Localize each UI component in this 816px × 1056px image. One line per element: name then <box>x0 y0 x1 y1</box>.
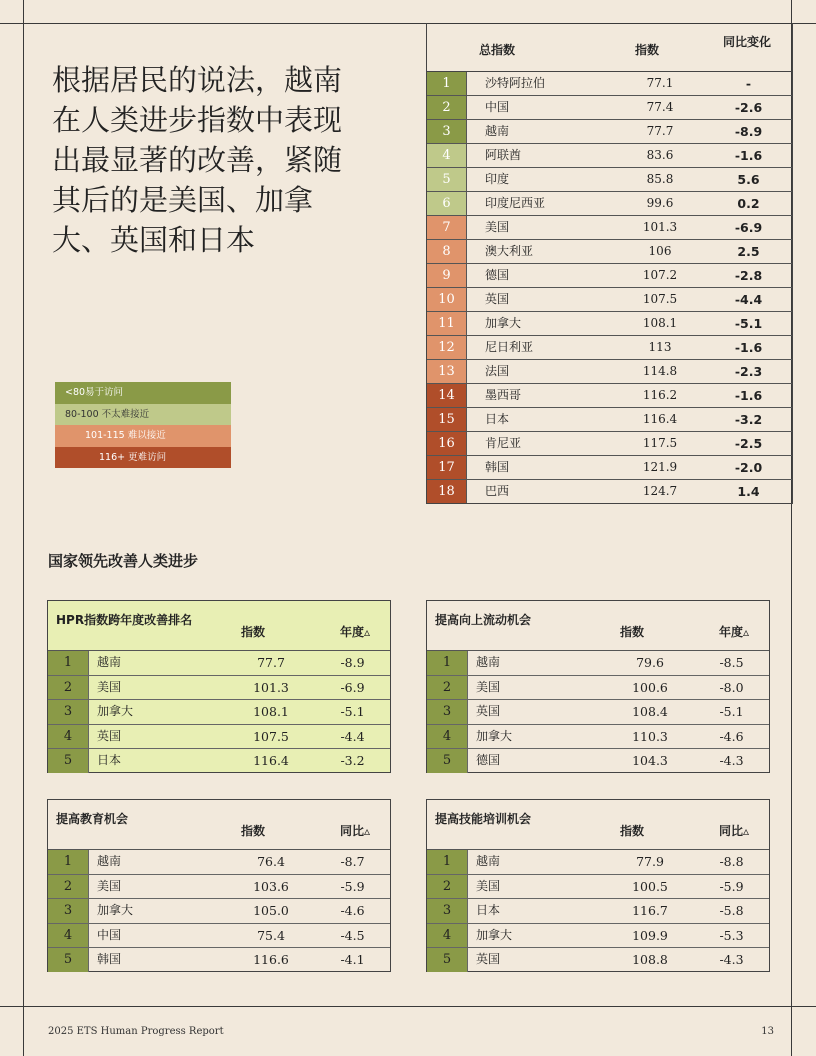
change-cell: -8.0 <box>719 679 744 695</box>
col-header-change: 同比▵ <box>340 824 371 838</box>
country-cell: 印度尼西亚 <box>485 196 546 210</box>
table-row <box>427 480 792 503</box>
table-row <box>48 948 390 972</box>
country-cell: 英国 <box>476 704 501 719</box>
country-cell: 越南 <box>97 655 122 669</box>
legend-item <box>55 404 231 426</box>
change-cell: -5.9 <box>340 878 365 894</box>
index-cell: 77.7 <box>257 655 285 670</box>
col-header-index: 指数 <box>635 43 660 57</box>
table-row <box>427 384 792 408</box>
change-cell: -6.9 <box>734 220 763 235</box>
change-cell: -5.1 <box>734 316 763 331</box>
legend-item <box>55 382 231 404</box>
table-row <box>48 651 390 676</box>
index-cell: 108.8 <box>632 952 668 968</box>
table-row <box>427 96 792 120</box>
rank-cell: 6 <box>427 192 467 215</box>
index-cell: 105.0 <box>253 903 289 919</box>
legend-label: 80-100 不太难接近 <box>65 408 150 420</box>
table-header <box>427 23 792 72</box>
country-cell: 巴西 <box>485 484 510 498</box>
table-row <box>48 850 390 875</box>
country-cell: 加拿大 <box>97 704 134 719</box>
rank-cell: 10 <box>427 288 467 311</box>
rank-cell: 2 <box>48 875 89 899</box>
rank-cell: 1 <box>427 850 468 874</box>
rank-cell: 15 <box>427 408 467 431</box>
country-cell: 英国 <box>485 292 510 306</box>
col-header-index: 指数 <box>620 824 645 838</box>
skills-training-table <box>426 799 770 972</box>
table-title: 提高技能培训机会 <box>435 812 532 826</box>
index-cell: 107.2 <box>642 268 678 282</box>
legend <box>55 382 231 468</box>
table-row <box>427 749 769 773</box>
index-cell: 101.3 <box>642 220 678 234</box>
index-cell: 116.4 <box>642 412 678 426</box>
table-row <box>427 240 792 264</box>
rank-cell: 7 <box>427 216 467 239</box>
legend-label: 101-115 难以接近 <box>85 430 166 441</box>
country-cell: 美国 <box>97 679 122 694</box>
country-cell: 法国 <box>485 364 510 378</box>
country-cell: 日本 <box>485 412 510 426</box>
change-cell: -2.5 <box>734 436 763 451</box>
change-cell: -1.6 <box>734 148 763 163</box>
table-row <box>427 850 769 875</box>
change-cell: -4.4 <box>734 292 763 307</box>
change-cell: -8.5 <box>719 655 744 670</box>
table-row <box>427 924 769 949</box>
table-title: HPR指数跨年度改善排名 <box>56 613 193 627</box>
col-header-index: 指数 <box>241 824 266 838</box>
index-cell: 121.9 <box>642 460 678 474</box>
country-cell: 美国 <box>485 220 510 234</box>
index-cell: 77.1 <box>646 76 674 90</box>
table-header <box>48 601 390 651</box>
rank-cell: 5 <box>48 948 89 972</box>
rank-cell: 1 <box>427 651 468 675</box>
change-cell: -8.9 <box>734 124 763 139</box>
table-row <box>427 432 792 456</box>
rank-cell: 1 <box>427 72 467 95</box>
hpr-improvement-table <box>47 600 391 773</box>
country-cell: 加拿大 <box>476 927 513 942</box>
table-row <box>427 700 769 725</box>
section-title: 国家领先改善人类进步 <box>48 552 199 570</box>
country-cell: 日本 <box>97 753 122 768</box>
country-cell: 加拿大 <box>476 728 513 743</box>
index-cell: 77.9 <box>636 854 664 869</box>
table-row <box>427 651 769 676</box>
change-cell: -4.3 <box>719 952 744 968</box>
country-cell: 加拿大 <box>97 903 134 918</box>
index-cell: 104.3 <box>632 753 668 769</box>
education-table <box>47 799 391 972</box>
country-cell: 墨西哥 <box>485 388 522 402</box>
index-cell: 76.4 <box>257 854 285 869</box>
table-row <box>427 408 792 432</box>
country-cell: 越南 <box>476 854 501 868</box>
index-cell: 124.7 <box>642 484 678 498</box>
index-cell: 107.5 <box>253 728 289 744</box>
change-cell: -2.6 <box>734 100 763 115</box>
table-header <box>427 800 769 850</box>
col-header-country: 总指数 <box>479 43 516 57</box>
rank-cell: 3 <box>48 899 89 923</box>
table-title: 提高教育机会 <box>56 812 129 826</box>
rank-cell: 3 <box>427 899 468 923</box>
change-cell: - <box>745 76 752 91</box>
footer-report-name: 2025 ETS Human Progress Report <box>48 1026 224 1037</box>
rank-cell: 14 <box>427 384 467 407</box>
table-row <box>427 264 792 288</box>
index-cell: 116.7 <box>632 903 668 919</box>
table-row <box>427 360 792 384</box>
table-row <box>427 144 792 168</box>
index-cell: 106 <box>648 244 672 258</box>
rank-cell: 17 <box>427 456 467 479</box>
country-cell: 越南 <box>476 655 501 669</box>
table-row <box>48 924 390 949</box>
country-cell: 日本 <box>476 903 501 918</box>
index-cell: 116.6 <box>253 952 289 968</box>
rank-cell: 16 <box>427 432 467 455</box>
index-cell: 77.4 <box>646 100 674 114</box>
change-cell: -4.6 <box>719 728 744 744</box>
col-header-index: 指数 <box>241 625 266 639</box>
country-cell: 美国 <box>476 679 501 694</box>
table-row <box>427 216 792 240</box>
table-row <box>427 120 792 144</box>
rank-cell: 11 <box>427 312 467 335</box>
index-cell: 77.7 <box>646 124 674 138</box>
country-cell: 英国 <box>97 728 122 743</box>
country-cell: 越南 <box>485 124 510 138</box>
table-row <box>48 875 390 900</box>
country-cell: 中国 <box>97 927 122 942</box>
change-cell: -4.6 <box>340 903 365 919</box>
country-cell: 英国 <box>476 952 501 967</box>
index-cell: 108.4 <box>632 704 668 720</box>
legend-label: 116+ 更难访问 <box>99 451 167 463</box>
col-header-index: 指数 <box>620 625 645 639</box>
rank-cell: 5 <box>427 948 468 972</box>
change-cell: -8.9 <box>340 655 365 670</box>
index-cell: 75.4 <box>257 927 285 943</box>
country-cell: 尼日利亚 <box>485 340 534 354</box>
index-cell: 100.6 <box>632 679 668 695</box>
index-cell: 107.5 <box>642 292 678 306</box>
rank-cell: 12 <box>427 336 467 359</box>
index-cell: 103.6 <box>253 878 289 894</box>
table-row <box>427 336 792 360</box>
change-cell: -5.9 <box>719 878 744 894</box>
index-cell: 110.3 <box>632 728 668 744</box>
table-row <box>427 948 769 972</box>
table-row <box>427 192 792 216</box>
change-cell: -4.5 <box>340 927 365 943</box>
index-cell: 116.4 <box>253 753 289 769</box>
index-cell: 116.2 <box>642 388 678 402</box>
change-cell: -5.3 <box>719 927 744 943</box>
index-cell: 101.3 <box>253 679 289 695</box>
legend-label: <80易于访问 <box>65 387 124 398</box>
change-cell: -4.4 <box>340 728 365 744</box>
rank-cell: 13 <box>427 360 467 383</box>
change-cell: -2.3 <box>734 364 763 379</box>
col-header-change: 同比变化 <box>723 35 772 49</box>
country-cell: 韩国 <box>97 952 122 967</box>
change-cell: -3.2 <box>340 753 365 769</box>
country-cell: 美国 <box>476 878 501 893</box>
page-number: 13 <box>761 1026 774 1037</box>
table-title: 提高向上流动机会 <box>435 613 532 627</box>
rank-cell: 4 <box>48 725 89 749</box>
country-cell: 肯尼亚 <box>485 436 522 450</box>
table-row <box>427 875 769 900</box>
change-cell: 1.4 <box>737 484 760 499</box>
change-cell: -1.6 <box>734 340 763 355</box>
index-cell: 99.6 <box>646 196 674 210</box>
change-cell: 0.2 <box>737 196 760 211</box>
bottom-rule <box>0 1006 816 1007</box>
country-cell: 阿联酋 <box>485 148 522 162</box>
change-cell: -8.8 <box>719 854 744 869</box>
country-cell: 越南 <box>97 854 122 868</box>
change-cell: -5.1 <box>340 704 365 720</box>
rank-cell: 2 <box>427 875 468 899</box>
rank-cell: 1 <box>48 850 89 874</box>
country-cell: 韩国 <box>485 460 510 474</box>
table-row <box>427 72 792 96</box>
change-cell: -2.0 <box>734 460 763 475</box>
country-cell: 德国 <box>476 753 501 768</box>
rank-cell: 1 <box>48 651 89 675</box>
overall-index-table <box>426 23 793 504</box>
rank-cell: 9 <box>427 264 467 287</box>
rank-cell: 3 <box>48 700 89 724</box>
table-row <box>427 288 792 312</box>
rank-cell: 5 <box>427 168 467 191</box>
country-cell: 美国 <box>97 878 122 893</box>
index-cell: 83.6 <box>646 148 674 162</box>
country-cell: 德国 <box>485 268 510 282</box>
index-cell: 85.8 <box>646 172 674 186</box>
change-cell: -5.1 <box>719 704 744 720</box>
index-cell: 113 <box>648 340 672 354</box>
table-row <box>48 725 390 750</box>
change-cell: -1.6 <box>734 388 763 403</box>
rank-cell: 3 <box>427 700 468 724</box>
country-cell: 中国 <box>485 100 510 114</box>
table-row <box>48 899 390 924</box>
rank-cell: 4 <box>427 924 468 948</box>
rank-cell: 4 <box>427 144 467 167</box>
rank-cell: 2 <box>48 676 89 700</box>
change-cell: -4.3 <box>719 753 744 769</box>
upward-mobility-table <box>426 600 770 773</box>
country-cell: 加拿大 <box>485 316 522 330</box>
table-row <box>48 749 390 773</box>
col-header-change: 年度▵ <box>340 625 371 639</box>
change-cell: 2.5 <box>737 244 760 259</box>
country-cell: 沙特阿拉伯 <box>485 76 546 90</box>
rank-cell: 8 <box>427 240 467 263</box>
table-row <box>427 168 792 192</box>
col-header-change: 同比▵ <box>719 824 750 838</box>
table-row <box>427 456 792 480</box>
index-cell: 109.9 <box>632 927 668 943</box>
left-rule <box>23 0 24 1056</box>
rank-cell: 5 <box>48 749 89 773</box>
rank-cell: 4 <box>427 725 468 749</box>
change-cell: -2.8 <box>734 268 763 283</box>
change-cell: -8.7 <box>340 854 365 869</box>
rank-cell: 2 <box>427 676 468 700</box>
table-row <box>48 676 390 701</box>
rank-cell: 18 <box>427 480 467 503</box>
headline: 根据居民的说法，越南在人类进步指数中表现出最显著的改善，紧随其后的是美国、加拿大、英国和日本 <box>52 63 343 257</box>
change-cell: -3.2 <box>734 412 763 427</box>
country-cell: 印度 <box>485 172 510 186</box>
table-row <box>427 312 792 336</box>
index-cell: 100.5 <box>632 878 668 894</box>
country-cell: 澳大利亚 <box>485 244 534 258</box>
change-cell: -4.1 <box>340 952 365 968</box>
table-row <box>48 700 390 725</box>
rank-cell: 4 <box>48 924 89 948</box>
legend-item <box>55 447 231 469</box>
change-cell: 5.6 <box>737 172 760 187</box>
table-body <box>427 72 792 503</box>
rank-cell: 5 <box>427 749 468 773</box>
index-cell: 79.6 <box>636 655 664 670</box>
table-row <box>427 676 769 701</box>
change-cell: -6.9 <box>340 679 365 695</box>
rank-cell: 2 <box>427 96 467 119</box>
index-cell: 114.8 <box>642 364 678 378</box>
rank-cell: 3 <box>427 120 467 143</box>
change-cell: -5.8 <box>719 903 744 919</box>
index-cell: 108.1 <box>253 704 289 720</box>
table-row <box>427 725 769 750</box>
table-row <box>427 899 769 924</box>
col-header-change: 年度▵ <box>719 625 750 639</box>
legend-item <box>55 425 231 447</box>
table-header <box>427 601 769 651</box>
table-header <box>48 800 390 850</box>
index-cell: 108.1 <box>642 316 678 330</box>
index-cell: 117.5 <box>642 436 678 450</box>
